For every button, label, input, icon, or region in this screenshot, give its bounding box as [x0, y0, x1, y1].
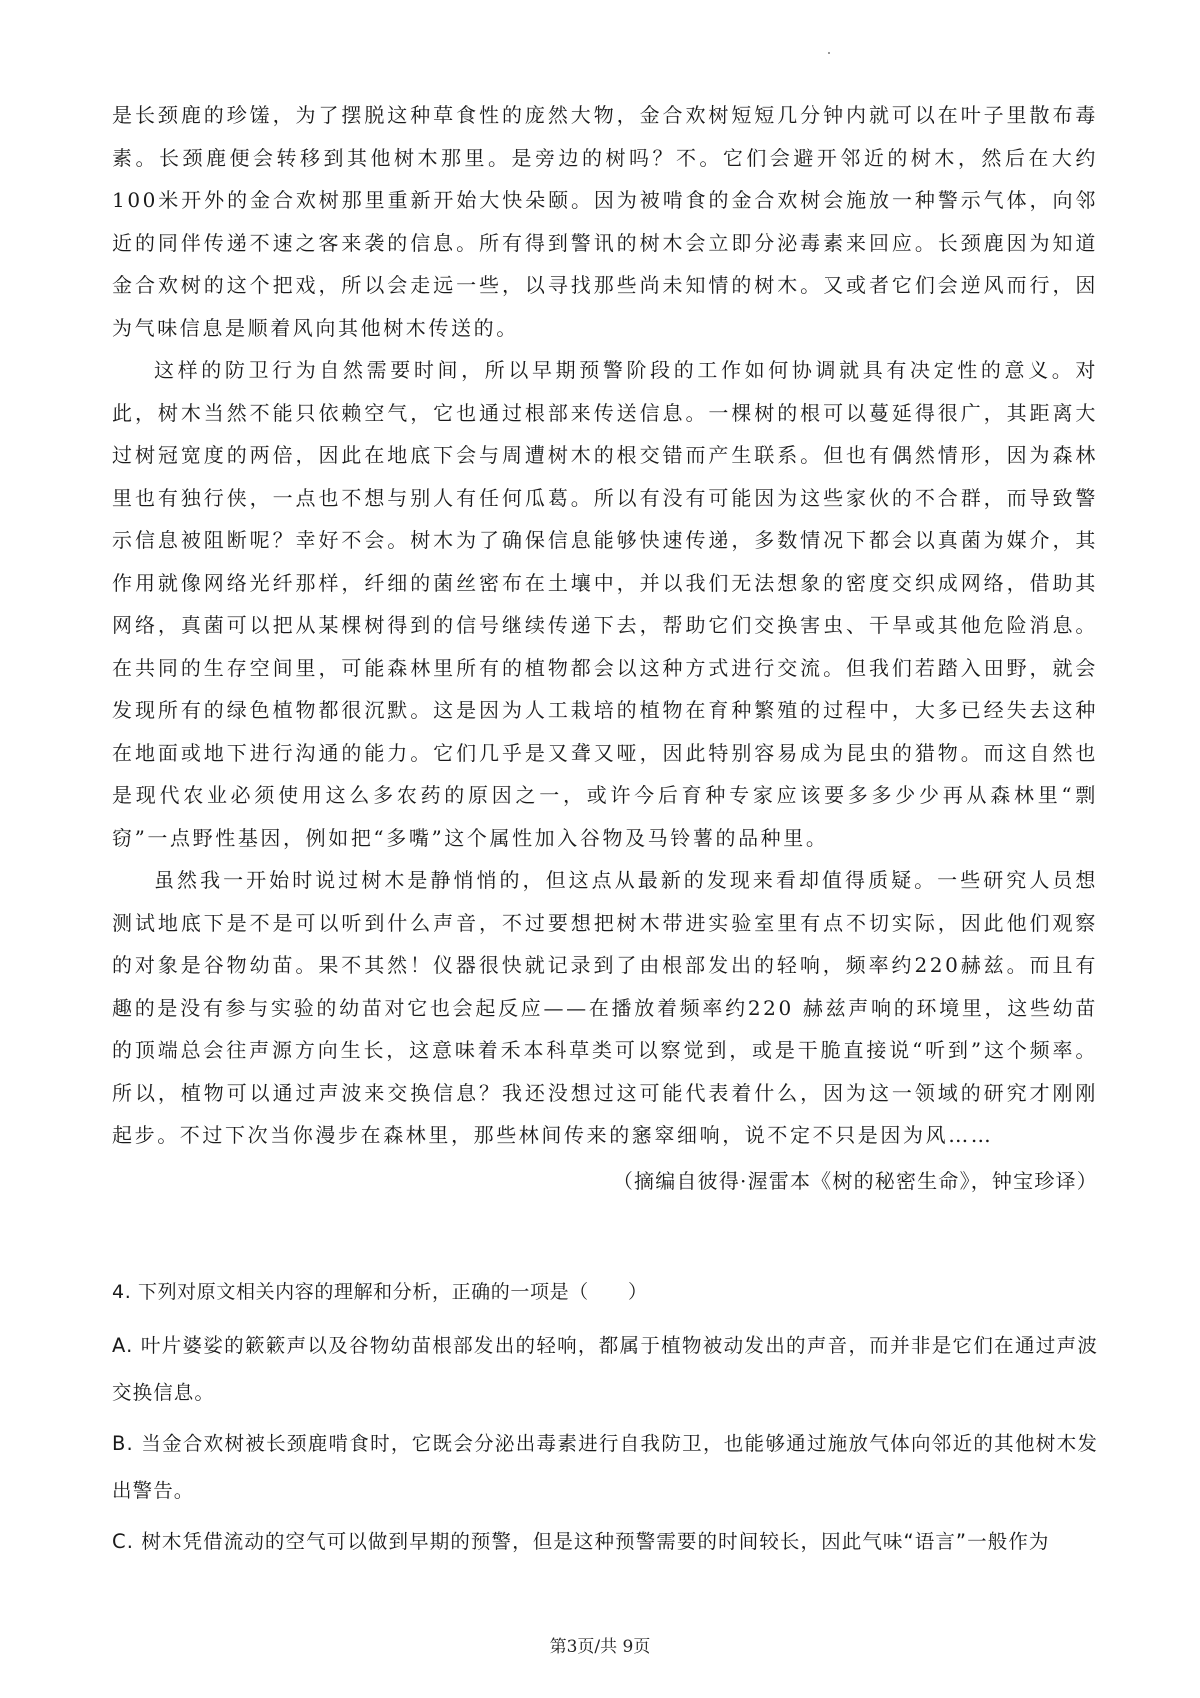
passage-paragraph-2: 这样的防卫行为自然需要时间，所以早期预警阶段的工作如何协调就具有决定性的意义。对此，树木当然不能只依赖空气，它也通过根部来传送信息。一棵树的根可以蔓延得很广，其距离大过树冠宽度的两倍，因此在地底下会与周遭树木的根交错而产生联系。但也有偶然情形，因为森林里也有独行侠，一点也不想与别人有任何瓜葛。所以有没有可能因为这些家伙的不合群，而导致警示信息被阻断呢？幸好不会。树木为了确保信息能够快速传递，多数情况下都会以真菌为媒介，其作用就像网络光纤那样，纤细的菌丝密布在土壤中，并以我们无法想象的密度交织成网络，借助其网络，真菌可以把从某棵树得到的信号继续传递下去，帮助它们交换害虫、干旱或其他危险消息。在共同的生存空间里，可能森林里所有的植物都会以这种方式进行交流。但我们若踏入田野，就会发现所有的绿色植物都很沉默。这是因为人工栽培的植物在育种繁殖的过程中，大多已经失去这种在地面或地下进行沟通的能力。它们几乎是又聋又哑，因此特别容易成为昆虫的猎物。而这自然也是现代农业必须使用这么多农药的原因之一，或许今后育种专家应该要多多少少再从森林里“剽窃”一点野性基因，例如把“多嘴”这个属性加入谷物及马铃薯的品种里。 [112, 358, 1098, 850]
question-4 [112, 1270, 1098, 1569]
reading-passage [112, 94, 1098, 1201]
question-stem: 4. 下列对原文相关内容的理解和分析，正确的一项是（ ） [112, 1281, 648, 1303]
option-a: A. 叶片婆娑的簌簌声以及谷物幼苗根部发出的轻响，都属于植物被动发出的声音，而并非是它们在通过声波交换信息。 [112, 1334, 1098, 1404]
passage-paragraph-3: 虽然我一开始时说过树木是静悄悄的，但这点从最新的发现来看却值得质疑。一些研究人员想测试地底下是不是可以听到什么声音，不过要想把树木带进实验室里有点不切实际，因此他们观察的对象是谷物幼苗。果不其然！仪器很快就记录到了由根部发出的轻响，频率约220赫兹。而且有趣的是没有参与实验的幼苗对它也会起反应——在播放着频率约220 赫兹声响的环境里，这些幼苗的顶端总会往声源方向生长，这意味着禾本科草类可以察觉到，或是干脆直接说“听到”这个频率。所以，植物可以通过声波来交换信息？我还没想过这可能代表着什么，因为这一领域的研究才刚刚起步。不过下次当你漫步在森林里，那些林间传来的窸窣细响，说不定不只是因为风…… [112, 868, 1098, 1147]
passage-paragraph-1: 是长颈鹿的珍馐，为了摆脱这种草食性的庞然大物，金合欢树短短几分钟内就可以在叶子里散布毒素。长颈鹿便会转移到其他树木那里。是旁边的树吗？不。它们会避开邻近的树木，然后在大约100米开外的金合欢树那里重新开始大快朵颐。因为被啃食的金合欢树会施放一种警示气体，向邻近的同伴传递不速之客来袭的信息。所有得到警讯的树木会立即分泌毒素来回应。长颈鹿因为知道金合欢树的这个把戏，所以会走远一些，以寻找那些尚未知情的树木。又或者它们会逆风而行，因为气味信息是顺着风向其他树木传送的。 [112, 103, 1098, 340]
page-number: 第3页/共 9页 [549, 1637, 651, 1657]
passage-source-citation: （摘编自彼得·渥雷本《树的秘密生命》，钟宝珍译） [612, 1168, 1098, 1193]
option-c: C. 树木凭借流动的空气可以做到早期的预警，但是这种预警需要的时间较长，因此气味“语言”一般作为 [112, 1530, 1050, 1553]
option-b: B. 当金合欢树被长颈鹿啃食时，它既会分泌出毒素进行自我防卫，也能够通过施放气体向邻近的其他树木发出警告。 [112, 1432, 1098, 1502]
scan-speck [828, 52, 830, 54]
